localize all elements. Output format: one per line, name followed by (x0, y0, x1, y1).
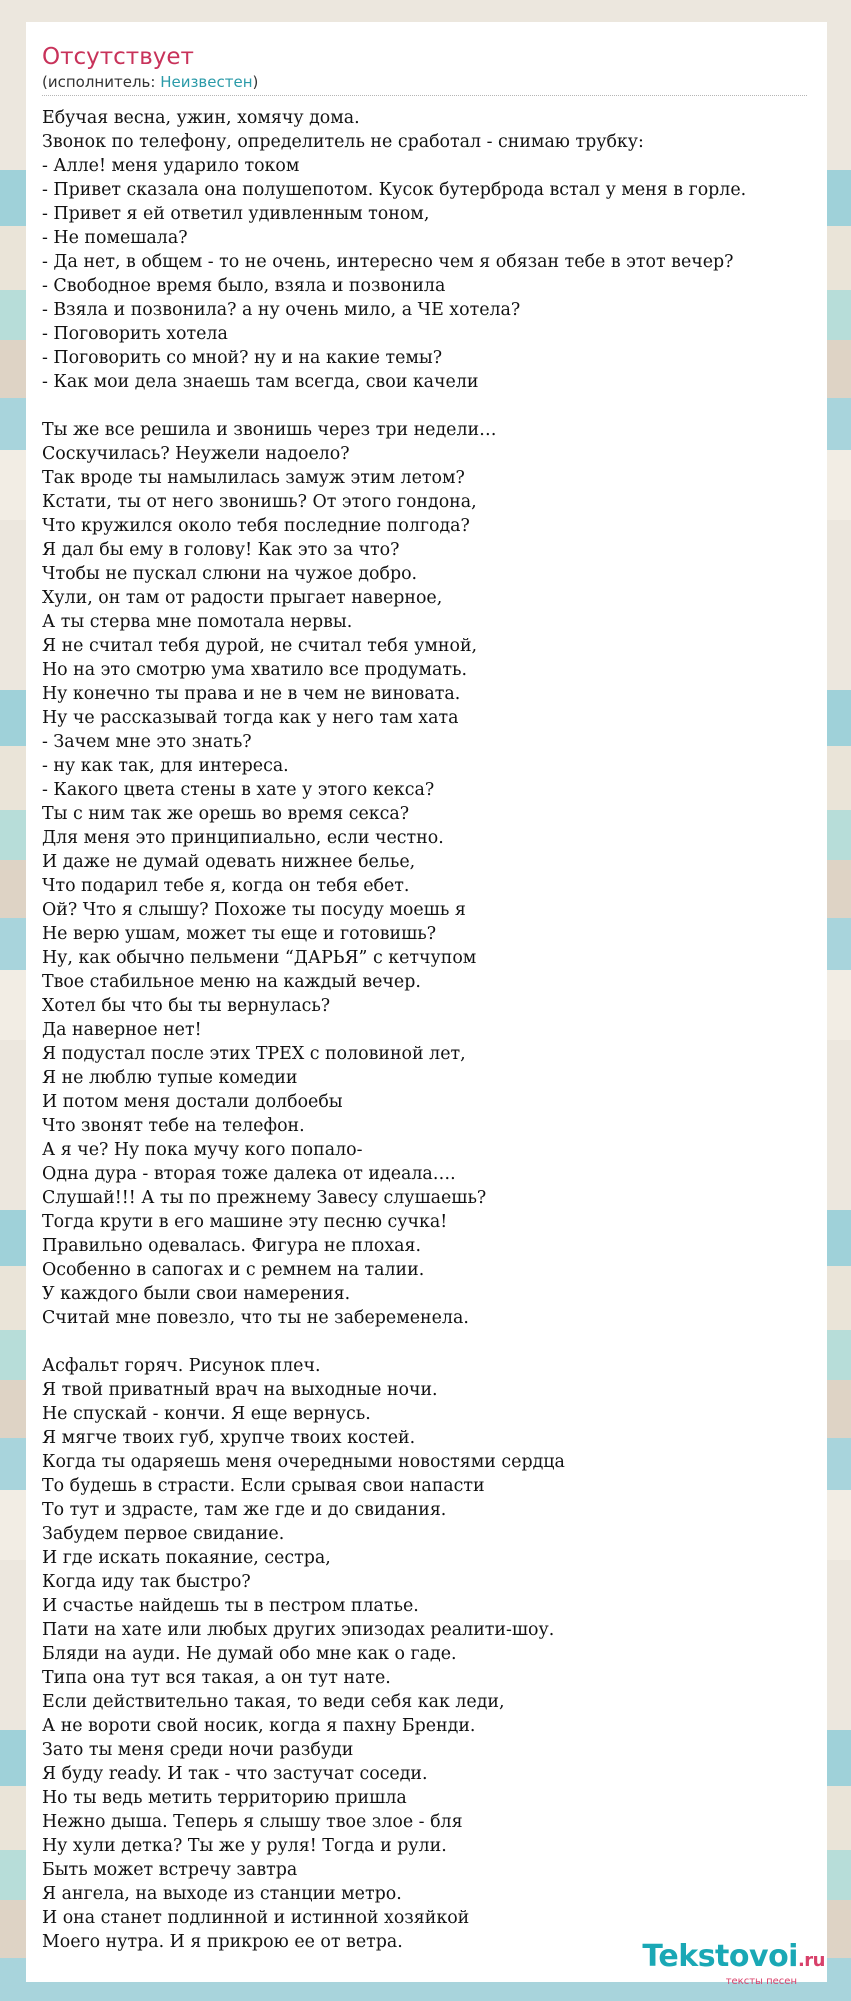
performer-prefix: (исполнитель: (42, 73, 161, 91)
performer-suffix: ) (252, 73, 259, 91)
performer-link[interactable]: Неизвестен (160, 73, 253, 91)
lyrics-card (26, 22, 827, 1982)
logo-tagline: тексты песен (725, 1976, 797, 1987)
site-logo[interactable] (642, 1939, 825, 1987)
song-title: Отсутствует (42, 44, 194, 70)
logo-wordmark (642, 1939, 825, 1976)
logo-name: Tekstovoi (642, 1939, 798, 1974)
performer-line (42, 72, 807, 96)
logo-tld: .ru (797, 1950, 825, 1971)
lyrics-text: Ебучая весна, ужин, хомячу дома. Звонок по телефону, определитель не сработал - снимаю трубку: - Алле! меня ударило током - Привет сказала она полушепотом. Кусок бутерброда встал у меня в горле. - Привет я ей ответил удивленным тоном, - Не помешала? - Да нет, в общем - то не очень, интересно чем я обязан тебе в этот вечер? - Свободное время было, взяла и позвонила - Взяла и позвонила? а ну очень мило, а ЧЕ хотела? - Поговорить хотела - Поговорить со мной? ну и на какие темы? - Как мои дела знаешь там всегда, свои качели Ты же все решила и звонишь через три недели… Соскучилась? Неужели надоело? Так вроде ты намылилась замуж этим летом? Кстати, ты от него звонишь? От этого гондона, Что кружился около тебя последние полгода? Я дал бы ему в голову! Как это за что? Чтобы не пускал слюни на чужое добро. Хули, он там от радости прыгает наверное, А ты стерва мне помотала нервы. Я не считал тебя дурой, не считал тебя умной, Но на это смотрю ума хватило все продумать. Ну конечно ты права и не в чем не виновата. Ну че рассказывай тогда как у него там хата - Зачем мне это знать? - ну как так, для интереса. - Какого цвета стены в хате у этого кекса? Ты с ним так же орешь во время секса? Для меня это принципиально, если честно. И даже не думай одевать нижнее белье, Что подарил тебе я, когда он тебя ебет. Ой? Что я слышу? Похоже ты посуду моешь я Не верю ушам, может ты еще и готовишь? Ну, как обычно пельмени “ДАРЬЯ” с кетчупом Твое стабильное меню на каждый вечер. Хотел бы что бы ты вернулась? Да наверное нет! Я подустал после этих ТРЕХ с половиной лет, Я не люблю тупые комедии И потом меня достали долбоебы Что звонят тебе на телефон. А я че? Ну пока мучу кого попало- Одна дура - вторая тоже далека от идеала…. Слушай!!! А ты по прежнему Завесу слушаешь? Тогда крути в его машине эту песню сучка! Правильно одевалась. Фигура не плохая. Особенно в сапогах и с ремнем на талии. У каждого были свои намерения. Считай мне повезло, что ты не забеременела. Асфальт горяч. Рисунок плеч. Я твой приватный врач на выходные ночи. Не спускай - кончи. Я еще вернусь. Я мягче твоих губ, хрупче твоих костей. Когда ты одаряешь меня очередными новостями сердца То будешь в страсти. Если срывая свои напасти То тут и здрасте, там же где и до свидания. Забудем первое свидание. И где искать покаяние, сестра, Когда иду так быстро? И счастье найдешь ты в пестром платье. Пати на хате или любых других эпизодах реалити-шоу. Бляди на ауди. Не думай обо мне как о гаде. Типа она тут вся такая, а он тут нате. Если действительно такая, то веди себя как леди, А не вороти свой носик, когда я пахну Бренди. Зато ты меня среди ночи разбуди Я буду ready. И так - что застучат соседи. Но ты ведь метить территорию пришла Нежно дыша. Теперь я слышу твое злое - бля Ну хули детка? Ты же у руля! Тогда и рули. Быть может встречу завтра Я ангела, на выходе из станции метро. И она станет подлинной и истинной хозяйкой Моего нутра. И я прикрою ее от ветра. (42, 108, 747, 1952)
